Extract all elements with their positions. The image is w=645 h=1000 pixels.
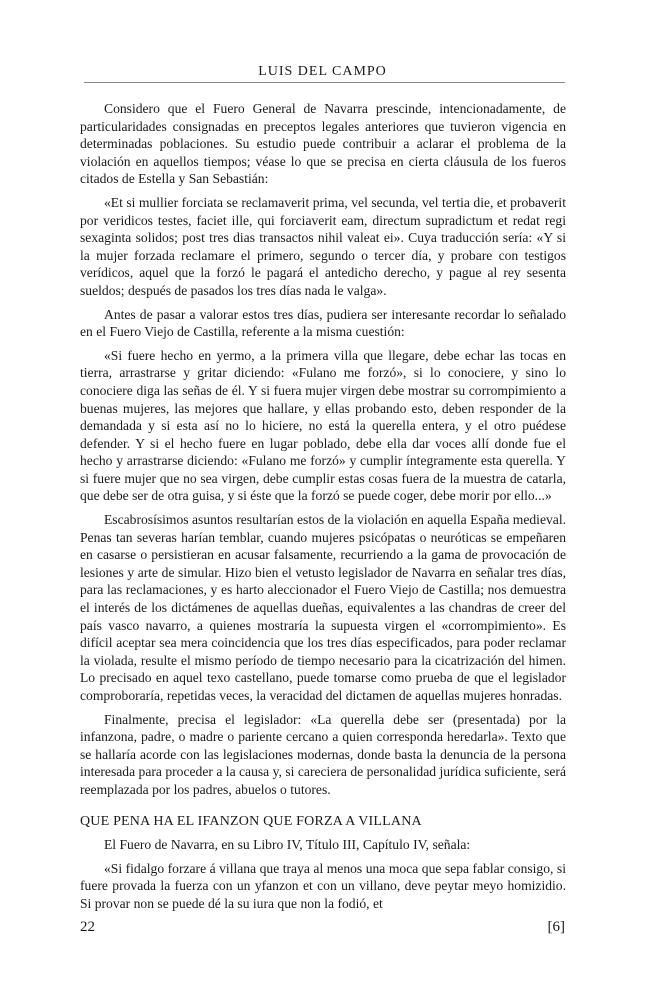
page-body	[80, 100, 566, 913]
quote-fuero-viejo: «Si fuere hecho en yermo, a la primera villa que llegare, debe echar las tocas en tierra, arrastrarse y gritar diciendo: «Fulano me forzó», si lo conociere, y sino lo conociere diga las señas de él. Y si fuera mujer virgen debe mostrar su corrompimiento a buenas mujeres, las mejores que hallare, y ellas probando esto, deben responder de la demandada y si esta así no lo hiciere, no está la querella entera, y el otro puédese defender. Y si el hecho fuere en lugar poblado, debe ella dar voces allí donde fue el hecho y arrastrarse diciendo: «Fulano me forzó» y cumplir íntegramente esta querella. Y si fuere mujer que no sea virgen, debe cumplir estas cosas fuera de la muestra de catarla, que debe ser de otra guisa, y si éste que la forzó se puede coger, debe morir por ello...»	[80, 347, 566, 504]
paragraph-2: Antes de pasar a valorar estos tres días, pudiera ser interesante recordar lo señalado en el Fuero Viejo de Castilla, referente a la misma cuestión:	[80, 306, 566, 340]
paragraph-4: Finalmente, precisa el legislador: «La querella debe ser (presentada) por la infanzona, padre, o madre o pariente cercano a quien corresponda heredarla». Texto que se hallaría acorde con las legislaciones modernas, donde basta la denuncia de la persona interesada para proceder a la causa y, si careciera de personalidad jurídica suficiente, será reemplazada por los padres, abuelos o tutores.	[80, 711, 566, 797]
section-heading: QUE PENA HA EL IFANZON QUE FORZA A VILLANA	[80, 813, 422, 829]
quote-latin: «Et si mullier forciata se reclamaverit prima, vel secunda, vel tertia die, et probaverit por veridicos testes, faciet ille, qui forciaverit eam, directum supradictum et redat regi sexaginta solidos; post tres dias transactos nihil valeat ei». Cuya traducción sería: «Y si la mujer forzada reclamare el primero, segundo o tercer día, y probare con testigos verídicos, aquel que la forzó le pagará el antedicho derecho, y pague al rey sesenta sueldos; después de pasados los tres días nada le valga».	[80, 194, 566, 298]
running-header: LUIS DEL CAMPO	[258, 64, 387, 79]
folio-mark: [6]	[547, 919, 565, 935]
paragraph-1: Considero que el Fuero General de Navarra prescinde, intencionadamente, de particularidades consignadas en preceptos legales anteriores que tuvieron vigencia en determinadas poblaciones. Su estudio puede contribuir a aclarar el problema de la violación en aquellos tiempos; véase lo que se precisa en cierta cláusula de los fueros citados de Estella y San Sebastián:	[80, 101, 566, 187]
section-quote: «Si fidalgo forzare á villana que traya al menos una moca que sepa fablar consigo, si fuere provada la fuerza con un yfanzon et con un villano, deve peytar meyo homizidio. Si provar non se puede dé la su iura que non la fodió, et	[80, 860, 566, 911]
header-rule	[84, 82, 565, 83]
section-paragraph-1: El Fuero de Navarra, en su Libro IV, Título III, Capítulo IV, señala:	[104, 837, 471, 853]
page-number: 22	[80, 919, 95, 935]
paragraph-3: Escabrosísimos asuntos resultarían estos de la violación en aquella España medieval. Penas tan severas harían temblar, cuando mujeres psicópatas o neuróticas se empeñaren en casarse o persistieran en acusar falsamente, recurriendo a la gama de provocación de lesiones y arte de simular. Hizo bien el vetusto legislador de Navarra en señalar tres días, para las reclamaciones, y es harto aleccionador el Fuero Viejo de Castilla; nos demuestra el interés de los dictámenes de aquellas dueñas, equivalentes a las chandras de creer del país vasco navarro, a quienes mostraría la supuesta virgen el «corrompimiento». Es difícil aceptar sea mera coincidencia que los tres días especificados, para poder reclamar la violada, resulte el mismo período de tiempo necesario para la cicatrización del himen. Lo precisado en aquel texo castellano, puede tomarse como prueba de que el legislador comproboraría, repetidas veces, la veracidad del dictamen de aquellas mujeres honradas.	[80, 512, 566, 703]
